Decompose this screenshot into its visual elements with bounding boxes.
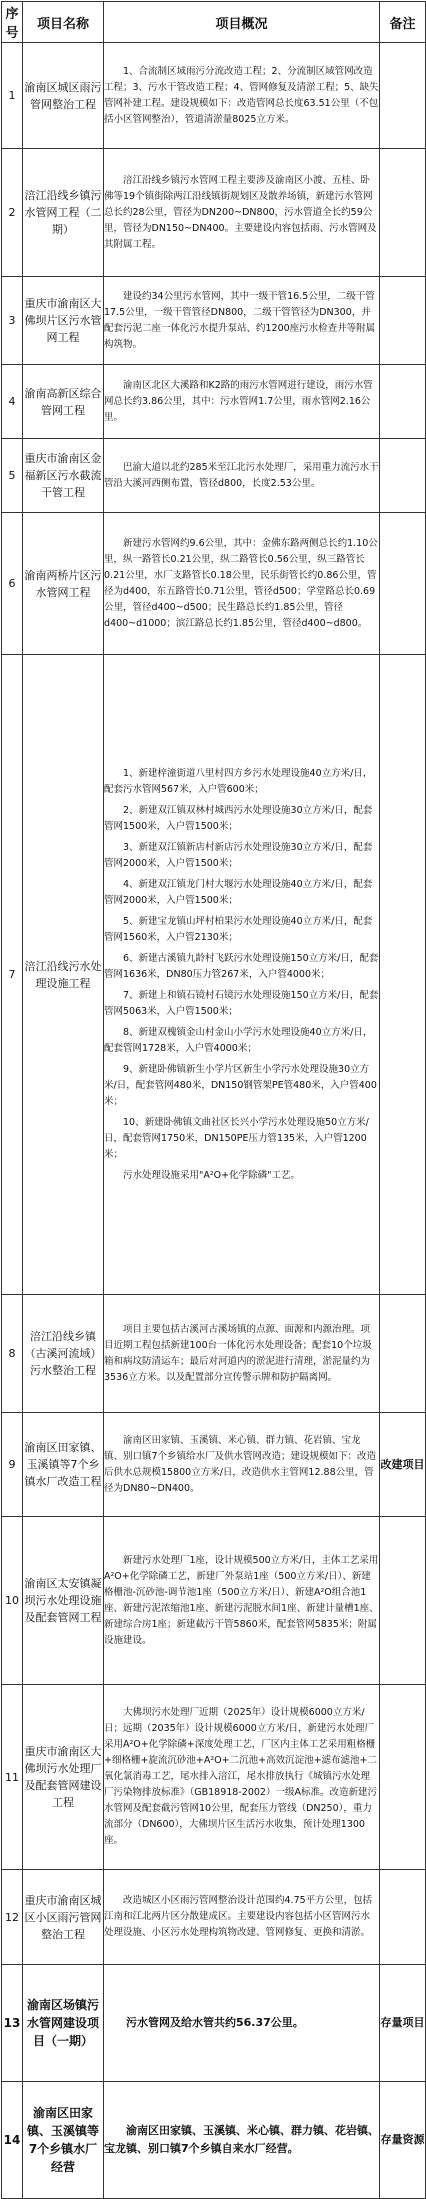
row-index: 14 — [2, 2082, 23, 2199]
project-overview — [104, 1870, 380, 1965]
row-index: 13 — [2, 1965, 23, 2082]
project-name: 渝南区场镇污水管网建设项目（一期） — [23, 1965, 104, 2082]
table-header-row — [2, 2, 426, 43]
overview-paragraph: 1、新建梓潼街道八里村四方乡污水处理设施40立方米/日，配套污水管网567米，入户管600米； — [104, 767, 373, 795]
row-index: 7 — [2, 655, 23, 1295]
project-overview — [104, 365, 380, 439]
header-index: 序号 — [2, 2, 23, 43]
row-index: 11 — [2, 1685, 23, 1870]
project-note — [380, 655, 426, 1295]
project-note — [380, 43, 426, 149]
row-index: 10 — [2, 1517, 23, 1685]
project-name: 渝南两桥片区污水管网工程 — [23, 513, 104, 655]
header-note: 备注 — [380, 2, 426, 43]
overview-paragraph: 渝南区田家镇、玉溪镇、米心镇、群力镇、花岩镇、宝龙镇、别口镇7个乡镇自来水厂经营。 — [104, 2124, 379, 2155]
project-overview — [104, 149, 380, 277]
project-overview — [104, 277, 380, 365]
overview-paragraph: 污水管网及给水管共约56.37公里。 — [126, 2016, 304, 2029]
project-name: 重庆市渝南区金福新区污水截流干管工程 — [23, 439, 104, 513]
project-name: 渝南高新区综合管网工程 — [23, 365, 104, 439]
row-index: 9 — [2, 1413, 23, 1517]
table-row — [2, 1965, 426, 2082]
overview-paragraph: 10、新建卧佛镇文曲社区长兴小学污水处理设施50立方米/日，配套管网1750米，DN150PE压力管135米，入户管1200米； — [104, 1116, 369, 1160]
table-row — [2, 43, 426, 149]
overview-paragraph: 5、新建宝龙镇山坪村柏果污水处理设施40立方米/日，配套管网1560米，入户管2130米； — [104, 915, 373, 943]
project-note: 改建项目 — [380, 1413, 426, 1517]
row-index: 8 — [2, 1295, 23, 1413]
overview-paragraph: 新建污水处理厂1座，设计规模500立方米/日，主体工艺采用A²O+化学除磷工艺，新建厂外泵站1座（500立方米/日）、新建格栅池-沉砂池-调节池1座（500立方米/日）、新建A²O组合池1座、新建污泥浓缩池1座、新建污泥脱水间1座、新建计量槽1座、新建综合房1座；新建截污干管5860米，配套管网5835米；附属设施建设。 — [104, 1554, 379, 1646]
header-name: 项目名称 — [23, 2, 104, 43]
project-note — [380, 149, 426, 277]
table-row — [2, 1685, 426, 1870]
overview-paragraph: 渝南区田家镇、玉溪镇、米心镇、群力镇、花岩镇、宝龙镇、别口镇7个乡镇给水厂及供水管网改造；建设规模如下：改造后供水总规模15800立方米/日，改造供水主管网12.88公里，管径为DN80~DN400。 — [104, 1434, 377, 1494]
project-overview — [104, 1685, 380, 1870]
table-row — [2, 1295, 426, 1413]
row-index: 6 — [2, 513, 23, 655]
project-note — [380, 1295, 426, 1413]
row-index: 12 — [2, 1870, 23, 1965]
header-overview: 项目概况 — [104, 2, 380, 43]
overview-paragraph: 污水处理设施采用"A²O+化学除磷"工艺。 — [123, 1169, 300, 1181]
row-index: 3 — [2, 277, 23, 365]
project-overview — [104, 1965, 380, 2082]
project-name: 重庆市渝南区大佛坝污水处理厂及配套管网建设工程 — [23, 1685, 104, 1870]
overview-paragraph: 改造城区小区雨污管网整治设计范围约4.75平方公里，包括江南和江北两片区分散建成区。主要建设内容包括小区管网污水处理设施、小区污水处理构筑物改建、管网修复、更换和清淤。 — [104, 1895, 373, 1938]
project-note — [380, 1517, 426, 1685]
project-name: 渝南区田家镇、玉溪镇等7个乡镇水厂经营 — [23, 2082, 104, 2199]
overview-paragraph: 3、新建双江镇新店村新店污水处理设施30立方米/日，配套管网2000米，入户管1500米； — [104, 841, 373, 869]
project-table — [1, 1, 426, 2199]
overview-paragraph: 2、新建双江镇双林村城西污水处理设施30立方米/日，配套管网1500米，入户管1500米； — [104, 804, 373, 832]
project-overview — [104, 1295, 380, 1413]
project-overview — [104, 655, 380, 1295]
table-row — [2, 149, 426, 277]
overview-paragraph: 9、新建卧佛镇新生小学片区新生小学污水处理设施30立方米/日，配套管网480米，DN150钢管架PE管480米，入户管400米； — [104, 1063, 377, 1107]
project-name: 涪江沿线乡镇（古溪河流域）污水整治工程 — [23, 1295, 104, 1413]
overview-paragraph: 建设约34公里污水管网，其中一级干管16.5公里，二级干管17.5公里，一级干管管径DN800，二级干管管径为DN300，并配套污泥二座一体化污水提升泵站、约1200座污水检查井等附属构筑物。 — [104, 290, 376, 350]
project-note: 存量项目 — [380, 1965, 426, 2082]
project-overview — [104, 513, 380, 655]
project-name: 涪江沿线乡镇污水管网工程（二期） — [23, 149, 104, 277]
overview-paragraph: 6、新建古溪镇九龄村飞跃污水处理设施150立方米/日，配套管网1636米，DN80压力管267米，入户管4000米； — [104, 952, 379, 980]
project-note — [380, 1870, 426, 1965]
overview-paragraph: 渝南区北区大溪路和K2路的雨污水管网进行建设，雨污水管网总长约3.86公里，其中：污水管网1.7公里，雨水管网2.16公里。 — [104, 379, 373, 423]
project-note: 存量资源 — [380, 2082, 426, 2199]
project-overview — [104, 1413, 380, 1517]
table-row — [2, 365, 426, 439]
row-index: 1 — [2, 43, 23, 149]
overview-paragraph: 1、合流制区域雨污分流改造工程；2、分流制区域管网改造工程；3、污水干管改造工程；4、管网修复及清淤工程；5、缺失管网补建工程。建设规模如下：改造管网总长度63.51公里（不包括小区管网整治），管道清淤量8025立方米。 — [104, 65, 379, 125]
table-row — [2, 1870, 426, 1965]
overview-paragraph: 涪江沿线乡镇污水管网工程主要涉及渝南区小渡、五桂、卧佛等19个镇街除两江沿线镇街规划区及散养场镇，新建污水管网总长约28公里，管径为DN200~DN800，污水管道全长约59公里，管径为DN150~DN400。主要建设内容包括雨、污水管网及其附属工程。 — [104, 174, 377, 250]
project-name: 重庆市渝南区大佛坝片区污水管网工程 — [23, 277, 104, 365]
project-note — [380, 277, 426, 365]
table-row — [2, 2082, 426, 2199]
project-note — [380, 365, 426, 439]
project-name: 渝南区太安镇凝坝污水处理设施及配套管网工程 — [23, 1517, 104, 1685]
project-name: 渝南区田家镇、玉溪镇等7个乡镇水厂改造工程 — [23, 1413, 104, 1517]
overview-paragraph: 巴渝大道以北约285米至江北污水处理厂，采用重力流污水干管沿大溪河西侧布置，管径d800，长度2.53公里。 — [104, 461, 379, 489]
table-row — [2, 1413, 426, 1517]
project-name: 重庆市渝南区城区小区雨污管网整治工程 — [23, 1870, 104, 1965]
table-row — [2, 513, 426, 655]
project-overview — [104, 43, 380, 149]
table-row — [2, 1517, 426, 1685]
overview-paragraph: 7、新建上和镇石镜村石镜污水处理设施150立方米/日，配套管网5063米，入户管1500米； — [104, 989, 379, 1017]
row-index: 2 — [2, 149, 23, 277]
table-row — [2, 277, 426, 365]
row-index: 4 — [2, 365, 23, 439]
overview-paragraph: 项目主要包括古溪河古溪场镇的点源、面源和内源治理。项目近期工程包括新建100台一体化污水处理设备；配套10个垃圾箱和病坟防清运车；最后对河道内的淤泥进行清理，淤泥量约为3536立方米。以及配置部分宣传警示牌和防护隔离网。 — [104, 1323, 372, 1383]
overview-paragraph: 大佛坝污水处理厂近期（2025年）设计规模6000立方米/日；远期（2035年）设计规模6000立方米/日，新建污水处理厂采用A²O+化学除磷+深度处理工艺，厂区内主体工艺采用粗格栅+细格栅+旋流沉砂池+A²O+二沉池+高效沉淀池+滤布滤池+二氧化氯消毒工艺，尾水排入涪江，尾水排放执行《城镇污水处理厂污染物排放标准》（GB18918-2002）一级A标准。改造新建污水管网及配套截污管网10公里，配套压力管线（DN250），重力流部分（DN600），大佛坝片区生活污水收集，预计处理1300座。 — [104, 1707, 378, 1846]
project-overview — [104, 1517, 380, 1685]
project-overview — [104, 439, 380, 513]
overview-paragraph: 8、新建双槐镇金山村金山小学污水处理设施40立方米/日，配套管网1728米，入户管4000米； — [104, 1026, 373, 1054]
table-row — [2, 439, 426, 513]
project-name: 涪江沿线污水处理设施工程 — [23, 655, 104, 1295]
row-index: 5 — [2, 439, 23, 513]
project-note — [380, 439, 426, 513]
overview-paragraph: 新建污水管网约9.6公里，其中：金佛东路两侧总长约1.10公里，纵一路管长0.21公里，纵二路管长0.56公里，纵三路管长0.21公里，水厂支路管长0.18公里，民乐街管长约0.86公里，管径为d400，东五路管长0.71公里，管径d500；学堂路总长0.69公里，管径d400~d500；民生路总长约1.85公里，管径d400~d1000；滨江路总长约1.85公里，管径d400~d800。 — [104, 537, 378, 629]
project-name: 渝南区城区雨污管网整治工程 — [23, 43, 104, 149]
project-overview — [104, 2082, 380, 2199]
project-note — [380, 513, 426, 655]
overview-paragraph: 4、新建双江镇龙门村大堰污水处理设施40立方米/日，配套管网2000米，入户管1500米； — [104, 878, 373, 906]
table-row — [2, 655, 426, 1295]
project-note — [380, 1685, 426, 1870]
